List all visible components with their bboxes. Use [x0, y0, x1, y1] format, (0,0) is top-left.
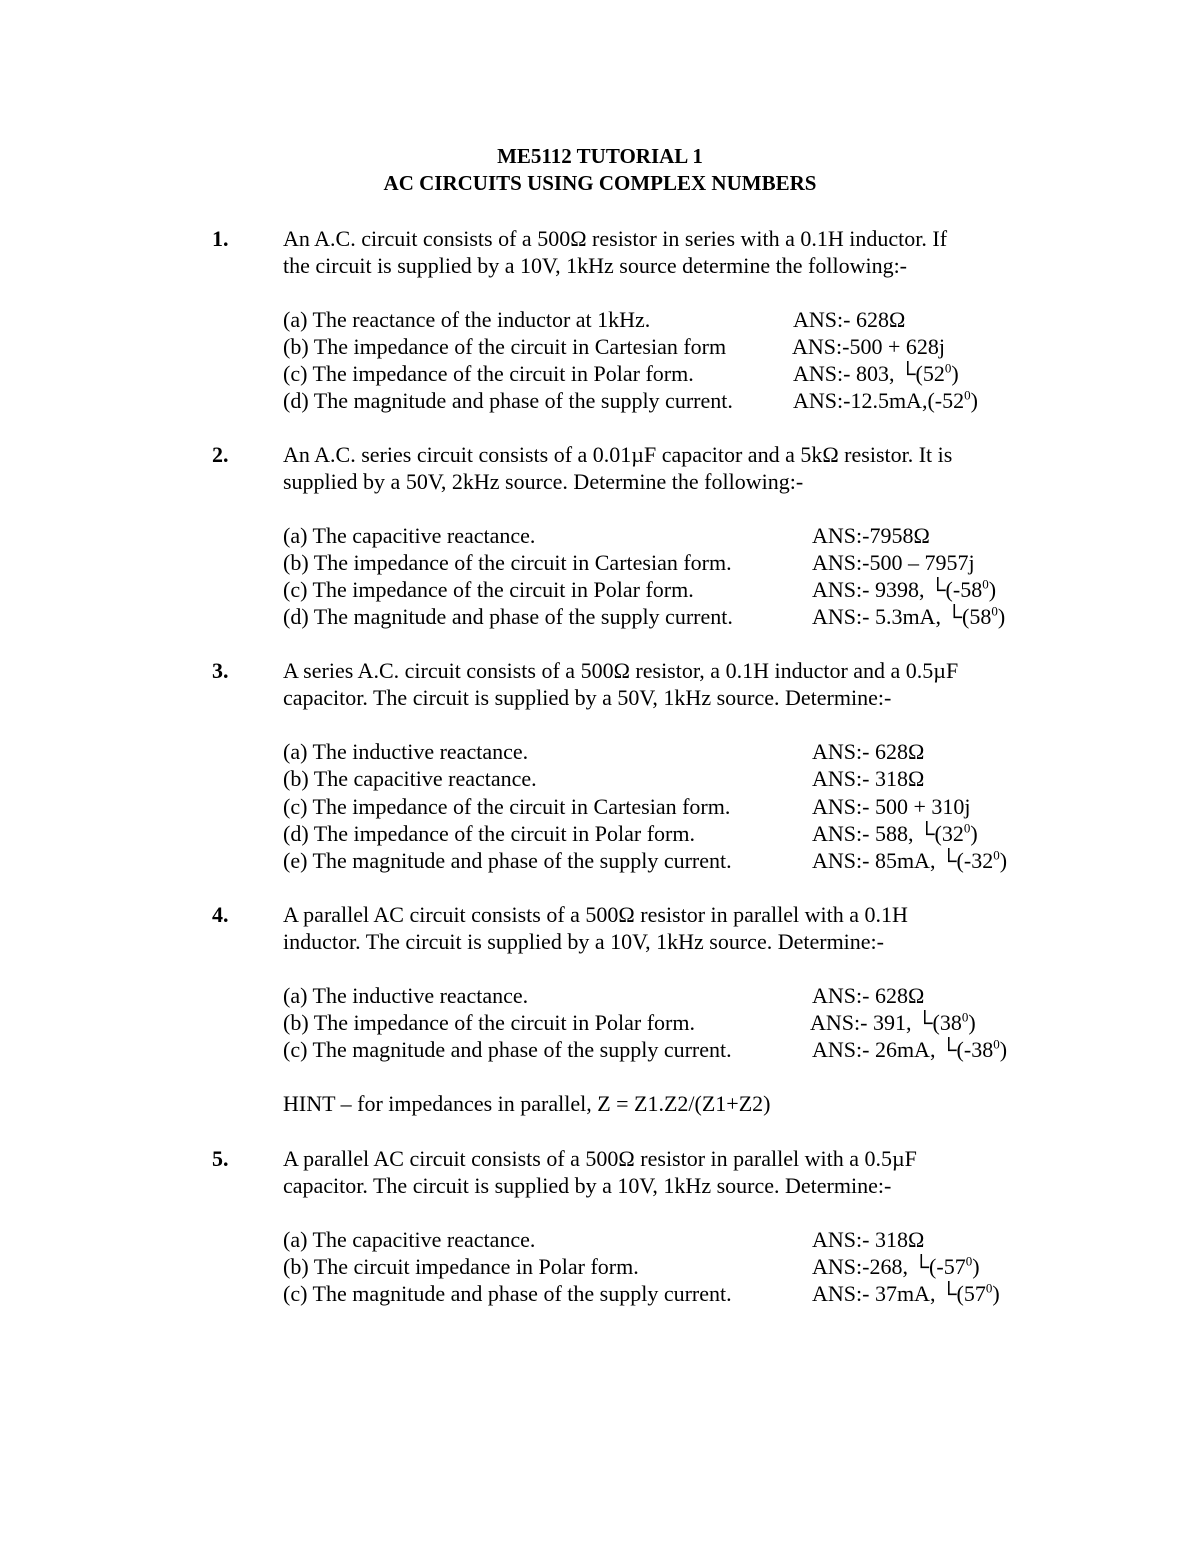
answer-tail: )	[997, 604, 1006, 629]
page-title: ME5112 TUTORIAL 1	[497, 144, 703, 168]
question-stem-line: A parallel AC circuit consists of a 500Ω resistor in parallel with a 0.1H	[283, 902, 908, 927]
degree-superscript: 0	[963, 820, 971, 836]
question-stem-line: A series A.C. circuit consists of a 500Ω resistor, a 0.1H inductor and a 0.5µF	[283, 658, 959, 683]
answer	[812, 1280, 1000, 1307]
sub-question: (b) The impedance of the circuit in Cartesian form.	[283, 550, 732, 575]
sub-question: (b) The capacitive reactance.	[283, 766, 537, 791]
sub-question: (b) The impedance of the circuit in Cartesian form	[283, 334, 727, 359]
sub-question: (d) The magnitude and phase of the supply current.	[283, 604, 733, 629]
answer-text: ANS:- 85mA, └(-32	[812, 848, 994, 873]
sub-question: (e) The magnitude and phase of the supply current.	[283, 848, 732, 873]
answer	[812, 603, 1005, 630]
sub-question: (b) The circuit impedance in Polar form.	[283, 1254, 639, 1279]
answer-tail: )	[999, 848, 1008, 873]
hint-text: HINT – for impedances in parallel, Z = Z1.Z2/(Z1+Z2)	[283, 1091, 771, 1116]
question-stem-line: inductor. The circuit is supplied by a 10V, 1kHz source. Determine:-	[283, 929, 884, 954]
answer-text: ANS:- 803, └(52	[793, 361, 945, 386]
answer	[812, 1253, 980, 1280]
answer-tail: )	[999, 1037, 1008, 1062]
sub-question: (c) The impedance of the circuit in Cartesian form.	[283, 794, 731, 819]
answer	[812, 765, 924, 792]
answer-text: ANS:-268, └(-57	[812, 1254, 966, 1279]
sub-question: (d) The magnitude and phase of the supply current.	[283, 388, 733, 413]
answer-text: ANS:- 628Ω	[812, 983, 925, 1008]
degree-superscript: 0	[961, 1009, 969, 1025]
question-stem	[283, 441, 1043, 495]
degree-superscript: 0	[982, 576, 989, 592]
question-stem-line: An A.C. circuit consists of a 500Ω resistor in series with a 0.1H inductor. If	[283, 226, 948, 251]
answer	[812, 982, 924, 1009]
question-stem	[283, 657, 1043, 711]
answer	[812, 1036, 1007, 1063]
sub-question: (a) The inductive reactance.	[283, 739, 529, 764]
sub-question: (a) The inductive reactance.	[283, 983, 529, 1008]
question-number: 2.	[212, 442, 229, 467]
sub-question: (c) The magnitude and phase of the supply current.	[283, 1037, 732, 1062]
answer	[812, 820, 978, 847]
sub-question: (a) The capacitive reactance.	[283, 523, 536, 548]
answer-text: ANS:- 37mA, └(57	[812, 1281, 986, 1306]
question-number: 5.	[212, 1146, 229, 1171]
answer-tail: )	[988, 577, 997, 602]
question-number: 4.	[212, 902, 229, 927]
answer	[812, 847, 1007, 874]
question-number: 1.	[212, 226, 229, 251]
question-stem-line: supplied by a 50V, 2kHz source. Determine the following:-	[283, 469, 804, 494]
answer-tail: )	[968, 1010, 976, 1035]
answer-text: ANS:- 318Ω	[812, 766, 925, 791]
answer	[812, 793, 970, 820]
page-subtitle: AC CIRCUITS USING COMPLEX NUMBERS	[383, 171, 817, 195]
answer	[792, 333, 945, 360]
answer-text: ANS:- 9398, └(-58	[812, 577, 983, 602]
answer-text: ANS:- 588, └(32	[812, 821, 964, 846]
question-stem	[283, 1145, 1043, 1199]
answer-text: ANS:- 500 + 310j	[812, 794, 971, 819]
sub-question: (a) The capacitive reactance.	[283, 1227, 536, 1252]
answer	[810, 1009, 976, 1036]
sub-question: (c) The impedance of the circuit in Polar form.	[283, 361, 694, 386]
answer	[812, 1226, 924, 1253]
answer-text: ANS:- 5.3mA, └(58	[812, 604, 992, 629]
answer-text: ANS:- 628Ω	[812, 739, 925, 764]
degree-superscript: 0	[985, 1280, 993, 1296]
sub-question: (b) The impedance of the circuit in Polar form.	[283, 1010, 695, 1035]
answer	[793, 360, 959, 387]
answer	[812, 522, 930, 549]
question-stem-line: capacitor. The circuit is supplied by a 50V, 1kHz source. Determine:-	[283, 685, 892, 710]
question-stem-line: capacitor. The circuit is supplied by a 10V, 1kHz source. Determine:-	[283, 1173, 892, 1198]
answer-text: ANS:- 391, └(38	[810, 1010, 962, 1035]
sub-question: (c) The magnitude and phase of the supply current.	[283, 1281, 732, 1306]
answer-text: ANS:- 26mA, └(-38	[812, 1037, 994, 1062]
question-stem-line: the circuit is supplied by a 10V, 1kHz source determine the following:-	[283, 253, 908, 278]
answer	[812, 576, 996, 603]
answer-tail: )	[972, 1254, 980, 1279]
question-stem-line: An A.C. series circuit consists of a 0.01µF capacitor and a 5kΩ resistor. It is	[283, 442, 953, 467]
answer-text: ANS:-500 – 7957j	[812, 550, 975, 575]
question-stem	[283, 225, 1043, 279]
sub-question: (d) The impedance of the circuit in Polar form.	[283, 821, 695, 846]
answer-tail: )	[970, 388, 978, 413]
answer	[793, 306, 905, 333]
answer	[812, 549, 975, 576]
degree-superscript: 0	[965, 1253, 973, 1269]
question-number: 3.	[212, 658, 229, 683]
degree-superscript: 0	[993, 847, 1000, 863]
sub-question: (c) The impedance of the circuit in Polar form.	[283, 577, 694, 602]
question-stem	[283, 901, 1043, 955]
answer	[793, 387, 978, 414]
degree-superscript: 0	[991, 603, 998, 619]
degree-superscript: 0	[964, 387, 971, 403]
answer	[812, 738, 924, 765]
degree-superscript: 0	[944, 360, 952, 376]
sub-question: (a) The reactance of the inductor at 1kHz.	[283, 307, 651, 332]
question-stem-line: A parallel AC circuit consists of a 500Ω resistor in parallel with a 0.5µF	[283, 1146, 917, 1171]
degree-superscript: 0	[993, 1036, 1000, 1052]
answer-text: ANS:-500 + 628j	[792, 334, 945, 359]
answer-tail: )	[970, 821, 978, 846]
answer-text: ANS:- 628Ω	[793, 307, 906, 332]
answer-tail: )	[992, 1281, 1000, 1306]
answer-text: ANS:-12.5mA,(-52	[793, 388, 965, 413]
answer-text: ANS:-7958Ω	[812, 523, 930, 548]
answer-text: ANS:- 318Ω	[812, 1227, 925, 1252]
answer-tail: )	[951, 361, 959, 386]
